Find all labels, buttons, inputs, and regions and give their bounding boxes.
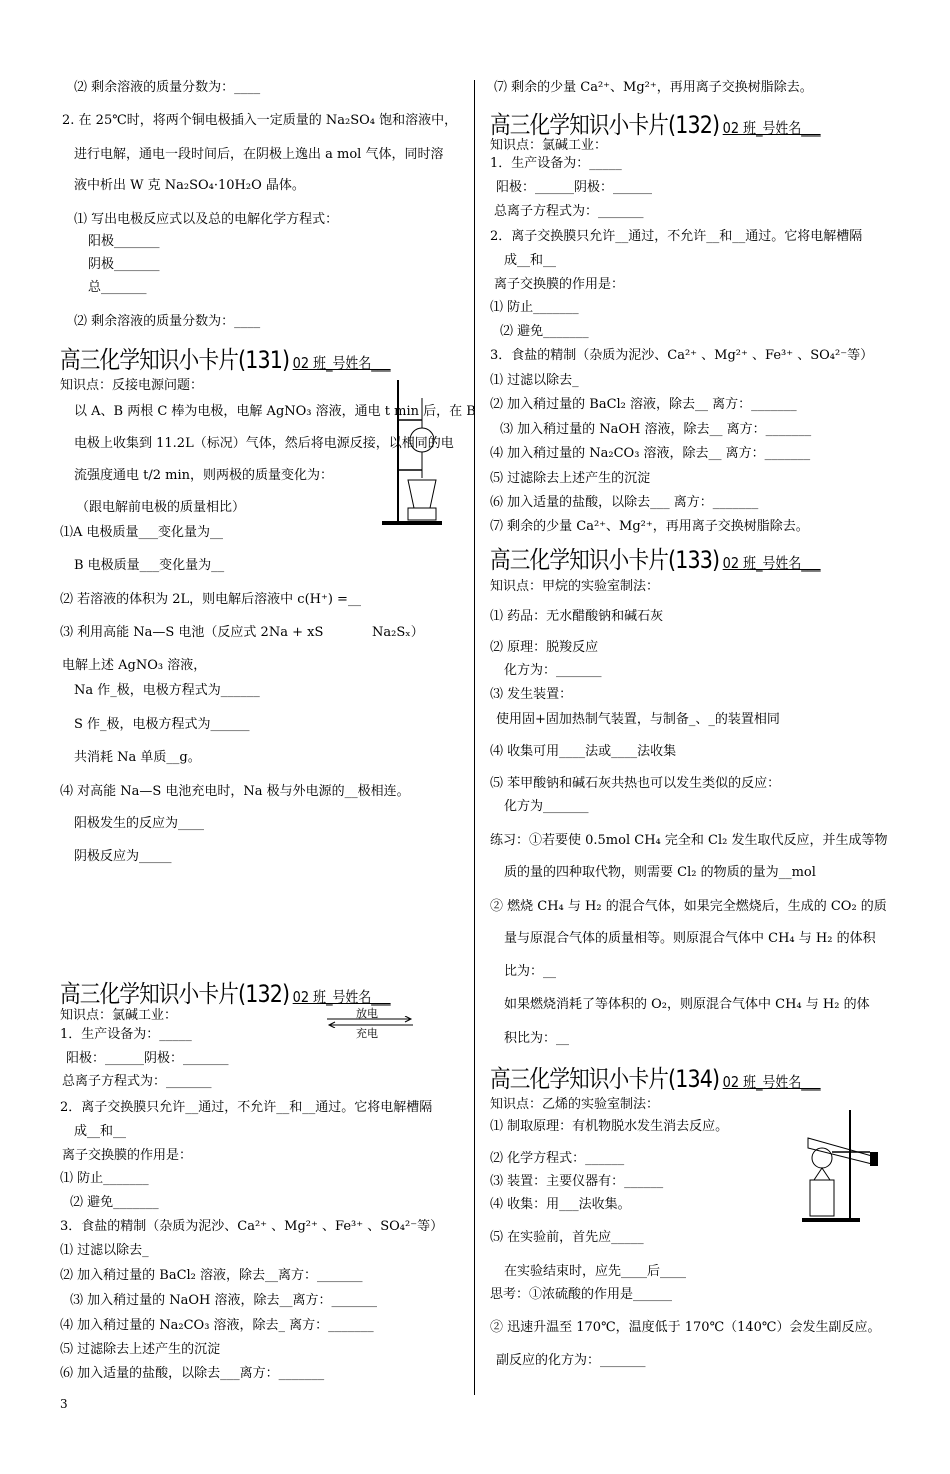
- text-line: ⑴ 防止_______: [490, 300, 579, 315]
- text-line: 成__和__: [74, 1124, 127, 1139]
- text-line: ② 燃烧 CH₄ 与 H₂ 的混合气体，如果完全燃烧后，生成的 CO₂ 的质: [490, 899, 887, 914]
- knowledge-point: 知识点：甲烷的实验室制法：: [490, 579, 660, 594]
- knowledge-point: 知识点：乙烯的实验室制法：: [490, 1097, 660, 1112]
- text-line: 阳极_______: [88, 234, 160, 249]
- card-title-132: 高三化学知识小卡片(132) 02 班_号姓名___: [60, 980, 391, 1008]
- card-title-131: 高三化学知识小卡片(131) 02 班_号姓名___: [60, 346, 391, 374]
- text-line: 电极上收集到 11.2L（标况）气体，然后将电源反接，以相同的电: [74, 436, 454, 451]
- text-line: 练习：①若要使 0.5mol CH₄ 完全和 Cl₂ 发生取代反应，并生成等物: [490, 833, 888, 848]
- card-title-134: 高三化学知识小卡片(134) 02 班_号姓名___: [490, 1065, 821, 1093]
- text-line: 比为：__: [504, 964, 557, 979]
- text-line: ⑶ 发生装置：: [490, 687, 573, 702]
- knowledge-point: 知识点：反接电源问题：: [60, 378, 204, 393]
- ethylene-apparatus-image: [800, 1108, 880, 1226]
- text-line: Na 作_极，电极方程式为______: [74, 683, 260, 698]
- text-line: ⑵ 加入稍过量的 BaCl₂ 溶液，除去__离方：_______: [60, 1268, 363, 1283]
- text-line: 电解上述 AgNO₃ 溶液，: [62, 658, 207, 673]
- distillation-apparatus-image: [378, 378, 448, 528]
- text-line: 阳极发生的反应为____: [74, 816, 205, 831]
- text-line: ⑸ 苯甲酸钠和碱石灰共热也可以发生类似的反应：: [490, 776, 781, 791]
- text-line: ⑶ 利用高能 Na—S 电池（反应式 2Na + xS: [60, 625, 324, 640]
- text-line: 阴极_______: [88, 257, 160, 272]
- text-line: 3．食盐的精制（杂质为泥沙、Ca²⁺ 、Mg²⁺ 、Fe³⁺ 、SO₄²⁻等）: [490, 348, 874, 363]
- text-line: ⑴ 过滤以除去_: [490, 373, 579, 388]
- text-line: ⑴ 防止_______: [60, 1171, 149, 1186]
- text-line: ⑵ 原理：脱羧反应: [490, 640, 599, 655]
- page-number: 3: [60, 1397, 68, 1411]
- text-line: 如果燃烧消耗了等体积的 O₂，则原混合气体中 CH₄ 与 H₂ 的体: [504, 997, 870, 1012]
- knowledge-point: 知识点：氯碱工业：: [490, 138, 608, 153]
- text-line: ⑶ 加入稍过量的 NaOH 溶液，除去__ 离方：_______: [500, 422, 812, 437]
- text-line: 总_______: [88, 280, 147, 295]
- text-line: Na₂Sₓ）: [372, 625, 424, 640]
- text-line: ⑵ 加入稍过量的 BaCl₂ 溶液，除去__ 离方：_______: [490, 397, 797, 412]
- text-line: 积比为：__: [504, 1031, 570, 1046]
- text-line: S 作_极，电极方程式为______: [74, 717, 250, 732]
- text-line: 化方为_______: [504, 799, 589, 814]
- text-line: 阳极：______阴极：_______: [66, 1051, 229, 1066]
- text-line: 总离子方程式为：_______: [494, 204, 644, 219]
- text-line: ⑹ 加入适量的盐酸，以除去___离方：_______: [60, 1366, 325, 1381]
- text-line: 3．食盐的精制（杂质为泥沙、Ca²⁺ 、Mg²⁺ 、Fe³⁺ 、SO₄²⁻等）: [60, 1219, 444, 1234]
- text-line: ⑷ 加入稍过量的 Na₂CO₃ 溶液，除去__ 离方：_______: [490, 446, 811, 461]
- text-line: ⑴ 写出电极反应式以及总的电解化学方程式：: [74, 212, 339, 227]
- text-line: 共消耗 Na 单质__g。: [74, 750, 201, 765]
- text-line: ⑸ 过滤除去上述产生的沉淀: [60, 1342, 221, 1357]
- text-line: 进行电解，通电一段时间后，在阴极上逸出 a mol 气体，同时溶: [74, 147, 444, 162]
- text-line: 2. 在 25℃时，将两个铜电极插入一定质量的 Na₂SO₄ 饱和溶液中，: [62, 113, 458, 128]
- text-line: 阳极：______阴极：______: [496, 180, 653, 195]
- text-line: 总离子方程式为：_______: [62, 1074, 212, 1089]
- discharge-label: 放电: [356, 1007, 378, 1020]
- text-line: 质的量的四种取代物，则需要 Cl₂ 的物质的量为__mol: [504, 865, 816, 880]
- text-line: 1．生产设备为：_____: [60, 1027, 192, 1042]
- text-line: ⑸ 过滤除去上述产生的沉淀: [490, 471, 651, 486]
- text-line: 化方为：_______: [504, 663, 602, 678]
- card-title-132: 高三化学知识小卡片(132) 02 班_号姓名___: [490, 111, 821, 139]
- text-line: ⑷ 收集可用____法或____法收集: [490, 744, 677, 759]
- text-line: ⑸ 在实验前，首先应_____: [490, 1230, 644, 1245]
- knowledge-point: 知识点：氯碱工业：: [60, 1008, 178, 1023]
- text-line: ⑵ 剩余溶液的质量分数为：____: [74, 314, 261, 329]
- card-title-133: 高三化学知识小卡片(133) 02 班_号姓名___: [490, 546, 821, 574]
- text-line: 副反应的化方为：_______: [496, 1353, 646, 1368]
- text-line: 量与原混合气体的质量相等。则原混合气体中 CH₄ 与 H₂ 的体积: [504, 931, 876, 946]
- charge-label: 充电: [356, 1027, 378, 1040]
- text-line: ⑶ 加入稍过量的 NaOH 溶液，除去__离方：_______: [70, 1293, 378, 1308]
- text-line: ⑷ 加入稍过量的 Na₂CO₃ 溶液，除去_ 离方：_______: [60, 1318, 374, 1333]
- text-line: ⑴ 制取原理：有机物脱水发生消去反应。: [490, 1119, 729, 1134]
- text-line: ⑵ 避免_______: [70, 1195, 159, 1210]
- text-line: 2．离子交换膜只允许__通过，不允许__和__通过。它将电解槽隔: [490, 229, 863, 244]
- text-line: ⑺ 剩余的少量 Ca²⁺、Mg²⁺，再用离子交换树脂除去。: [490, 519, 809, 534]
- text-line: ⑴ 药品：无水醋酸钠和碱石灰: [490, 609, 664, 624]
- text-line: （跟电解前电极的质量相比）: [76, 500, 246, 515]
- text-line: B 电极质量___变化量为__: [74, 558, 225, 573]
- column-divider: [474, 80, 475, 1395]
- text-line: ⑶ 装置：主要仪器有：______: [490, 1174, 664, 1189]
- text-line: 成__和__: [504, 253, 557, 268]
- text-line: 以 A、B 两根 C 棒为电极，电解 AgNO₃ 溶液，通电 t min 后，在 B: [74, 404, 476, 419]
- text-line: 在实验结束时，应先____后____: [504, 1264, 687, 1279]
- text-line: 液中析出 W 克 Na₂SO₄·10H₂O 晶体。: [74, 178, 305, 193]
- text-line: ⑵ 若溶液的体积为 2L，则电解后溶液中 c(H⁺) =__: [60, 592, 361, 607]
- text-line: ⑷ 收集：用___法收集。: [490, 1197, 631, 1212]
- text-line: 思考：①浓硫酸的作用是______: [490, 1287, 673, 1302]
- text-line: ⑵ 化学方程式：______: [490, 1151, 625, 1166]
- text-line: ⑵ 剩余溶液的质量分数为：____: [74, 80, 261, 95]
- text-line: 离子交换膜的作用是：: [494, 277, 625, 292]
- text-line: 离子交换膜的作用是：: [62, 1148, 193, 1163]
- text-line: ⑺ 剩余的少量 Ca²⁺、Mg²⁺，再用离子交换树脂除去。: [494, 80, 813, 95]
- text-line: ⑷ 对高能 Na—S 电池充电时，Na 极与外电源的__极相连。: [60, 784, 410, 799]
- text-line: ⑹ 加入适量的盐酸，以除去___ 离方：_______: [490, 495, 759, 510]
- text-line: ② 迅速升温至 170℃，温度低于 170℃（140℃）会发生副反应。: [490, 1320, 881, 1335]
- text-line: 1．生产设备为：_____: [490, 156, 622, 171]
- text-line: ⑴ 过滤以除去_: [60, 1243, 149, 1258]
- text-line: ⑴A 电极质量___变化量为__: [60, 525, 224, 540]
- text-line: 2．离子交换膜只允许__通过，不允许__和__通过。它将电解槽隔: [60, 1100, 433, 1115]
- text-line: 使用固+固加热制气装置，与制备_、_的装置相同: [496, 712, 780, 727]
- text-line: 阴极反应为_____: [74, 849, 172, 864]
- text-line: ⑵ 避免_______: [500, 324, 589, 339]
- text-line: 流强度通电 t/2 min，则两极的质量变化为：: [74, 468, 333, 483]
